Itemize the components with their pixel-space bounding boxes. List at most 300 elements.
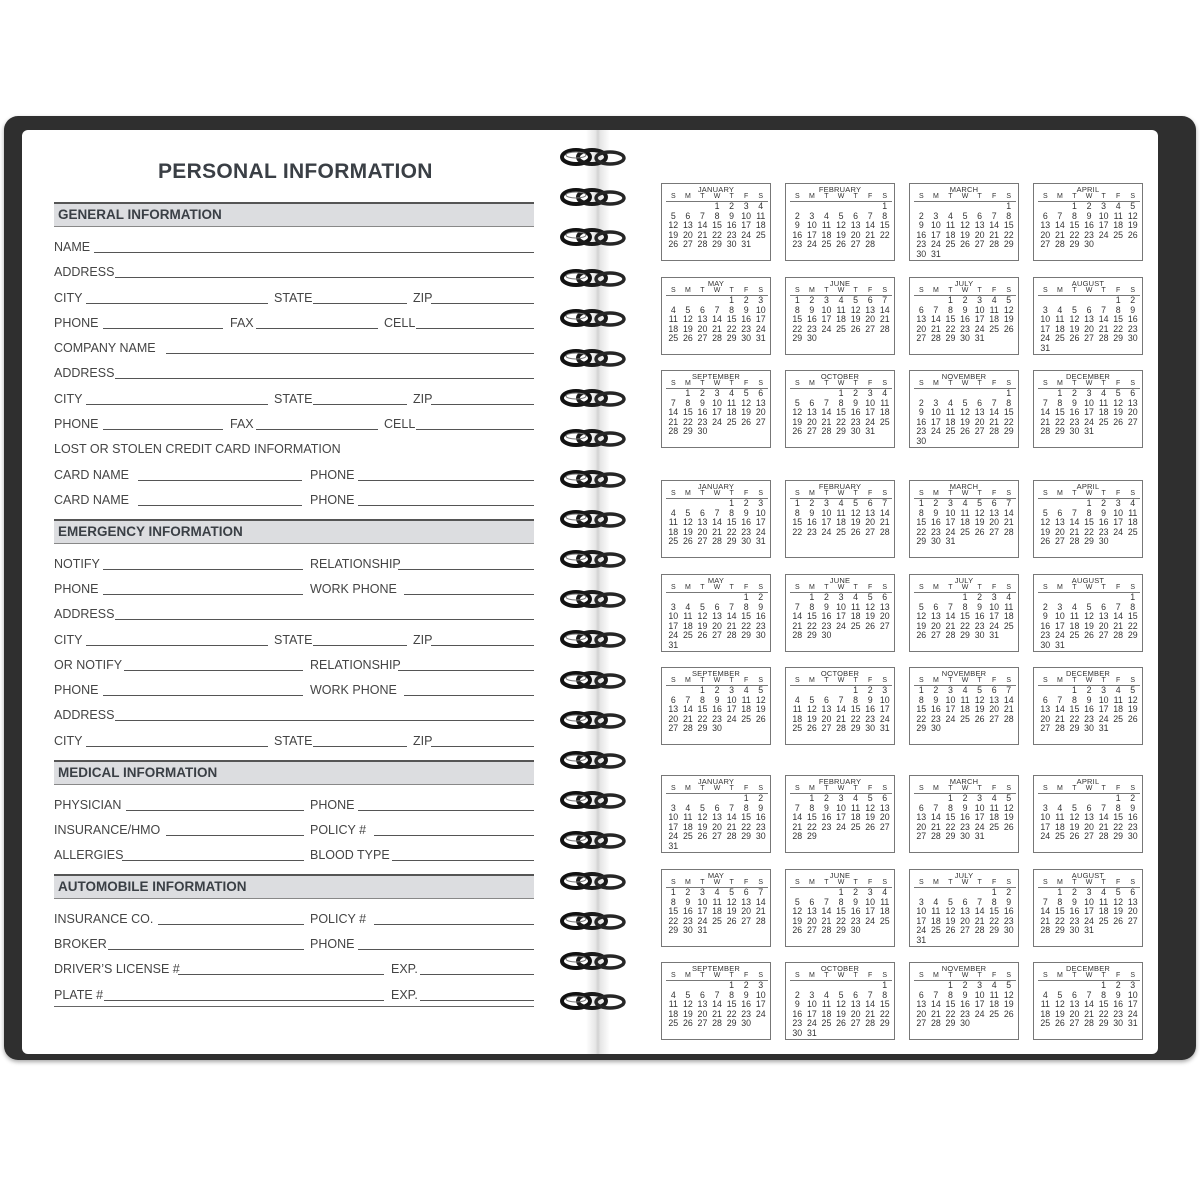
weekday-letter: T — [729, 490, 734, 497]
week-row — [790, 325, 892, 335]
weekday-letter: T — [1072, 972, 1077, 979]
work-phone-line[interactable] — [404, 594, 534, 595]
day-number: 30 — [960, 831, 970, 842]
broker-line[interactable] — [108, 949, 304, 950]
day-number: 4 — [838, 295, 844, 305]
weekday-letter: T — [977, 584, 982, 591]
relationship-line[interactable] — [398, 569, 534, 570]
day-number: 10 — [836, 601, 846, 612]
week-row — [666, 537, 768, 547]
day-number: 11 — [836, 304, 846, 315]
weekday-letter: T — [700, 490, 705, 497]
weekday-letter: F — [868, 879, 873, 886]
work-phone-2-line[interactable] — [404, 695, 534, 696]
emergency-city-line[interactable] — [86, 645, 268, 646]
day-number: 9 — [1130, 802, 1136, 813]
day-number: 20 — [865, 517, 876, 528]
state-line[interactable] — [313, 303, 407, 304]
field-label-zip: ZIP — [413, 633, 433, 647]
day-number: 10 — [821, 507, 832, 518]
weekday-letter: F — [1116, 972, 1121, 979]
day-number: 31 — [697, 925, 708, 936]
name-line[interactable] — [94, 252, 534, 253]
day-grid — [666, 499, 768, 547]
phone-line[interactable] — [103, 328, 223, 329]
day-number: 14 — [792, 812, 803, 823]
day-number: 15 — [916, 704, 927, 715]
day-number: 2 — [743, 295, 749, 305]
week-row — [914, 1019, 1016, 1029]
weekday-header — [914, 380, 1016, 389]
emergency-zip-line[interactable] — [431, 645, 534, 646]
emergency-state-2-line[interactable] — [313, 746, 407, 747]
day-number: 25 — [879, 416, 890, 427]
weekday-letter: W — [837, 584, 845, 591]
day-number: 24 — [945, 526, 956, 537]
day-number: 19 — [1069, 821, 1080, 832]
card-name-1-line[interactable] — [138, 480, 302, 481]
day-number — [819, 1029, 834, 1039]
day-number: 7 — [1006, 685, 1012, 695]
day-number: 24 — [1040, 333, 1051, 344]
field-label-relationship: RELATIONSHIP — [310, 658, 401, 672]
day-number: 23 — [930, 526, 941, 537]
day-number: 7 — [1101, 802, 1107, 813]
weekday-letter: T — [729, 193, 734, 200]
weekday-header — [666, 287, 768, 296]
day-number — [929, 936, 944, 946]
day-number: 27 — [1127, 416, 1138, 427]
plate-exp-line[interactable] — [420, 1000, 534, 1001]
day-number: 16 — [1084, 220, 1094, 231]
day-number: 1 — [729, 295, 735, 305]
day-number: 8 — [1071, 210, 1077, 221]
day-number: 29 — [1084, 536, 1094, 547]
day-number: 19 — [682, 526, 693, 537]
day-number: 17 — [668, 821, 679, 832]
weekday-letter: S — [670, 584, 676, 591]
day-number — [710, 641, 725, 651]
day-number: 4 — [1101, 388, 1107, 398]
cell-line[interactable] — [416, 328, 534, 329]
month-calendar — [661, 869, 771, 947]
day-grid — [914, 888, 1016, 946]
field-label-address: ADDRESS — [54, 708, 115, 722]
broker-phone-line[interactable] — [358, 949, 534, 950]
day-number: 5 — [699, 802, 705, 813]
day-number: 7 — [933, 989, 939, 1000]
day-number: 30 — [1084, 723, 1094, 734]
day-number: 9 — [1071, 397, 1077, 408]
day-number: 7 — [933, 802, 939, 813]
weekday-letter: M — [1056, 380, 1063, 387]
day-number: 24 — [836, 821, 846, 832]
day-number: 14 — [945, 611, 956, 622]
day-number: 18 — [1113, 220, 1124, 231]
month-name: JUNE — [829, 279, 851, 288]
spiral-ring — [556, 992, 640, 1010]
day-number — [987, 1019, 1002, 1029]
day-number: 24 — [741, 229, 752, 240]
day-number: 28 — [865, 1018, 876, 1029]
day-number — [877, 334, 892, 344]
day-number: 27 — [755, 416, 766, 427]
physician-line[interactable] — [126, 810, 304, 811]
day-number: 23 — [741, 323, 752, 334]
day-number: 13 — [1054, 517, 1065, 528]
policy-line[interactable] — [374, 835, 534, 836]
auto-policy-line[interactable] — [374, 924, 534, 925]
weekday-letter: S — [882, 584, 888, 591]
day-number: 23 — [974, 620, 985, 631]
day-number — [724, 724, 739, 734]
license-exp-line[interactable] — [420, 974, 534, 975]
day-number: 28 — [1113, 630, 1124, 641]
weekday-letter: S — [670, 287, 676, 294]
day-number: 14 — [712, 314, 722, 325]
company-address-line[interactable] — [115, 378, 534, 379]
company-fax-line[interactable] — [256, 429, 378, 430]
day-number: 28 — [1084, 1018, 1094, 1029]
address-line[interactable] — [115, 277, 534, 278]
day-number: 23 — [792, 239, 803, 250]
day-number: 1 — [947, 980, 953, 990]
weekday-letter: T — [977, 490, 982, 497]
company-name-line[interactable] — [166, 353, 534, 354]
month-calendar — [661, 775, 771, 853]
day-number: 2 — [933, 685, 939, 695]
day-number: 18 — [682, 620, 693, 631]
day-number: 10 — [697, 896, 708, 907]
day-number: 4 — [947, 210, 953, 221]
day-number: 4 — [743, 685, 749, 695]
day-number: 17 — [712, 407, 722, 418]
weekday-letter: W — [837, 972, 845, 979]
day-number: 24 — [1127, 1008, 1138, 1019]
allergies-line[interactable] — [122, 860, 304, 861]
field-label-cell: CELL — [384, 417, 416, 431]
day-number: 7 — [933, 304, 939, 315]
day-number: 21 — [1113, 620, 1124, 631]
field-label-card-name: CARD NAME — [54, 493, 130, 507]
or-notify-line[interactable] — [124, 670, 303, 671]
field-label-policy: POLICY # — [310, 823, 367, 837]
day-number: 15 — [836, 407, 846, 418]
day-number — [1125, 240, 1140, 250]
day-number — [1067, 641, 1082, 651]
day-number — [1111, 344, 1126, 354]
day-number: 7 — [867, 989, 873, 1000]
day-number: 27 — [712, 831, 722, 842]
relationship-2-line[interactable] — [398, 670, 534, 671]
month-name: DECEMBER — [1065, 964, 1111, 973]
plate-line[interactable] — [104, 1000, 384, 1001]
weekday-letter: S — [1042, 193, 1048, 200]
weekday-letter: S — [918, 287, 924, 294]
day-number: 9 — [743, 304, 749, 315]
insurance-hmo-line[interactable] — [166, 835, 304, 836]
day-number: 16 — [741, 517, 752, 528]
day-number: 18 — [741, 704, 752, 715]
weekday-letter: W — [837, 287, 845, 294]
weekday-letter: T — [1101, 677, 1106, 684]
fax-line[interactable] — [256, 328, 378, 329]
day-number — [1001, 1019, 1016, 1029]
day-number: 31 — [668, 840, 679, 851]
day-number: 7 — [670, 397, 676, 408]
day-number: 17 — [974, 314, 985, 325]
day-number: 11 — [821, 999, 832, 1010]
day-number: 20 — [1127, 407, 1138, 418]
day-number: 31 — [1054, 639, 1065, 650]
day-number: 6 — [809, 896, 815, 907]
weekday-letter: W — [713, 490, 721, 497]
day-number: 23 — [1069, 915, 1080, 926]
day-number: 1 — [1115, 295, 1121, 305]
day-number: 8 — [743, 601, 749, 612]
emergency-phone-2-line[interactable] — [103, 695, 303, 696]
day-number: 17 — [1098, 220, 1109, 231]
month-name: JUNE — [829, 576, 851, 585]
day-number: 28 — [821, 426, 832, 437]
weekday-letter: S — [1042, 490, 1048, 497]
month-calendar — [1033, 574, 1143, 652]
day-number: 23 — [755, 620, 766, 631]
company-zip-line[interactable] — [431, 404, 534, 405]
weekday-letter: W — [961, 785, 969, 792]
physician-phone-line[interactable] — [358, 810, 534, 811]
emergency-zip-2-line[interactable] — [431, 746, 534, 747]
weekday-letter: M — [808, 677, 815, 684]
day-number — [1125, 344, 1140, 354]
weekday-letter: M — [808, 785, 815, 792]
day-number — [972, 437, 987, 447]
day-number: 12 — [806, 704, 817, 715]
day-number — [1001, 724, 1016, 734]
week-row — [666, 724, 768, 734]
day-number: 9 — [1101, 507, 1107, 518]
month-name: NOVEMBER — [941, 964, 987, 973]
spiral-ring — [556, 349, 640, 367]
day-number: 9 — [794, 220, 800, 231]
weekday-letter: F — [992, 490, 997, 497]
weekday-letter: W — [713, 193, 721, 200]
day-number: 6 — [918, 802, 924, 813]
day-number — [695, 842, 710, 852]
day-number: 23 — [821, 821, 832, 832]
day-number: 26 — [1040, 536, 1051, 547]
day-number: 13 — [806, 407, 817, 418]
weekday-header — [666, 584, 768, 593]
spiral-ring — [556, 148, 640, 166]
day-number: 18 — [821, 229, 832, 240]
field-label-blood-type: BLOOD TYPE — [310, 848, 390, 862]
day-number: 27 — [1054, 536, 1065, 547]
city-line[interactable] — [86, 303, 268, 304]
day-grid — [790, 686, 892, 734]
day-number: 21 — [697, 229, 708, 240]
day-number: 28 — [930, 333, 941, 344]
weekday-letter: T — [824, 380, 829, 387]
weekday-letter: T — [1101, 584, 1106, 591]
day-number: 8 — [947, 304, 953, 315]
card-name-2-line[interactable] — [138, 505, 302, 506]
weekday-letter: T — [977, 193, 982, 200]
day-number: 22 — [945, 1008, 956, 1019]
day-number: 22 — [741, 620, 752, 631]
day-number: 2 — [1042, 601, 1048, 612]
lost-card-heading: LOST OR STOLEN CREDIT CARD INFORMATION — [54, 442, 341, 456]
day-number: 8 — [1086, 507, 1092, 518]
week-row — [914, 936, 1016, 946]
day-number: 26 — [1003, 821, 1014, 832]
company-city-line[interactable] — [86, 404, 268, 405]
day-number: 21 — [930, 323, 941, 334]
day-number: 2 — [809, 295, 815, 305]
weekday-letter: W — [837, 490, 845, 497]
day-number: 6 — [867, 295, 873, 305]
weekday-letter: S — [882, 380, 888, 387]
day-number: 3 — [758, 295, 764, 305]
day-number — [972, 936, 987, 946]
emergency-address-2-line[interactable] — [115, 720, 534, 721]
insurance-co-line[interactable] — [158, 924, 304, 925]
day-number: 11 — [727, 397, 737, 408]
day-number: 1 — [1057, 388, 1063, 398]
day-number: 29 — [945, 1018, 956, 1029]
emergency-phone-line[interactable] — [103, 594, 303, 595]
day-number: 27 — [697, 333, 708, 344]
day-number: 3 — [1057, 601, 1063, 612]
day-number: 18 — [792, 713, 803, 724]
day-grid — [1038, 593, 1140, 651]
day-number: 5 — [1071, 304, 1077, 315]
day-number: 3 — [758, 498, 764, 508]
day-number: 21 — [821, 416, 832, 427]
field-label-name: NAME — [54, 240, 91, 254]
weekday-letter: W — [837, 879, 845, 886]
weekday-letter: F — [744, 879, 749, 886]
day-number: 31 — [668, 639, 679, 650]
day-number: 1 — [1086, 498, 1092, 508]
form-row-drivers-license — [54, 958, 534, 978]
week-row — [666, 917, 768, 927]
day-number: 20 — [1127, 906, 1138, 917]
day-number: 28 — [989, 426, 1000, 437]
day-number: 15 — [682, 407, 693, 418]
day-number: 29 — [1003, 239, 1014, 250]
day-number: 5 — [1006, 980, 1012, 990]
day-number: 17 — [865, 906, 876, 917]
weekday-letter: S — [670, 785, 676, 792]
day-number: 8 — [794, 304, 800, 315]
day-number — [753, 724, 768, 734]
day-number: 25 — [712, 915, 722, 926]
day-number: 18 — [989, 812, 1000, 823]
notify-line[interactable] — [103, 569, 303, 570]
day-number: 14 — [879, 304, 890, 315]
zip-line[interactable] — [431, 303, 534, 304]
day-number: 26 — [916, 630, 927, 641]
emergency-state-line[interactable] — [313, 645, 407, 646]
day-number — [1001, 537, 1016, 547]
day-number: 17 — [1040, 323, 1051, 334]
emergency-address-line[interactable] — [115, 619, 534, 620]
day-number: 24 — [755, 1008, 766, 1019]
weekday-letter: M — [808, 380, 815, 387]
field-label-state: STATE — [274, 392, 313, 406]
day-number: 26 — [1069, 333, 1080, 344]
weekday-letter: M — [684, 193, 691, 200]
day-number: 4 — [670, 304, 676, 315]
day-number: 2 — [699, 388, 705, 398]
weekday-letter: W — [1085, 972, 1093, 979]
weekday-letter: W — [1085, 380, 1093, 387]
day-number: 24 — [1113, 526, 1124, 537]
day-number: 7 — [1006, 498, 1012, 508]
day-number: 26 — [836, 239, 846, 250]
day-number: 28 — [1098, 831, 1109, 842]
day-number: 27 — [865, 323, 876, 334]
day-number: 19 — [916, 620, 927, 631]
day-number: 23 — [712, 713, 722, 724]
weekday-letter: S — [882, 785, 888, 792]
day-number: 28 — [836, 723, 846, 734]
day-number: 22 — [1054, 915, 1065, 926]
weekday-header — [914, 879, 1016, 888]
month-calendar — [785, 962, 895, 1040]
day-number: 9 — [933, 694, 939, 705]
day-number: 9 — [743, 989, 749, 1000]
drivers-license-line[interactable] — [178, 974, 384, 975]
day-number: 28 — [755, 915, 766, 926]
day-number: 23 — [755, 821, 766, 832]
weekday-letter: T — [824, 972, 829, 979]
day-number: 6 — [1071, 989, 1077, 1000]
blood-type-line[interactable] — [392, 860, 534, 861]
weekday-letter: S — [670, 193, 676, 200]
day-number: 19 — [836, 229, 846, 240]
card-phone-1-line[interactable] — [358, 480, 534, 481]
day-grid — [790, 202, 892, 250]
day-number — [863, 926, 878, 936]
day-grid — [790, 593, 892, 641]
day-number: 12 — [682, 314, 693, 325]
day-number: 14 — [865, 999, 876, 1010]
emergency-city-2-line[interactable] — [86, 746, 268, 747]
day-number: 10 — [741, 210, 752, 221]
day-number: 26 — [682, 1018, 693, 1029]
card-phone-2-line[interactable] — [358, 505, 534, 506]
week-row — [1038, 240, 1140, 250]
day-number: 3 — [809, 989, 815, 1000]
company-cell-line[interactable] — [416, 429, 534, 430]
day-number: 11 — [1069, 611, 1080, 622]
company-state-line[interactable] — [313, 404, 407, 405]
day-number: 11 — [851, 802, 861, 813]
day-number: 28 — [930, 1018, 941, 1029]
day-number: 26 — [697, 831, 708, 842]
day-grid — [914, 389, 1016, 447]
day-number: 8 — [947, 802, 953, 813]
day-number: 14 — [712, 999, 722, 1010]
day-number: 26 — [865, 620, 876, 631]
day-number: 14 — [865, 220, 876, 231]
day-number — [1125, 537, 1140, 547]
day-number: 2 — [729, 201, 735, 211]
company-phone-line[interactable] — [103, 429, 223, 430]
day-number — [972, 1019, 987, 1029]
